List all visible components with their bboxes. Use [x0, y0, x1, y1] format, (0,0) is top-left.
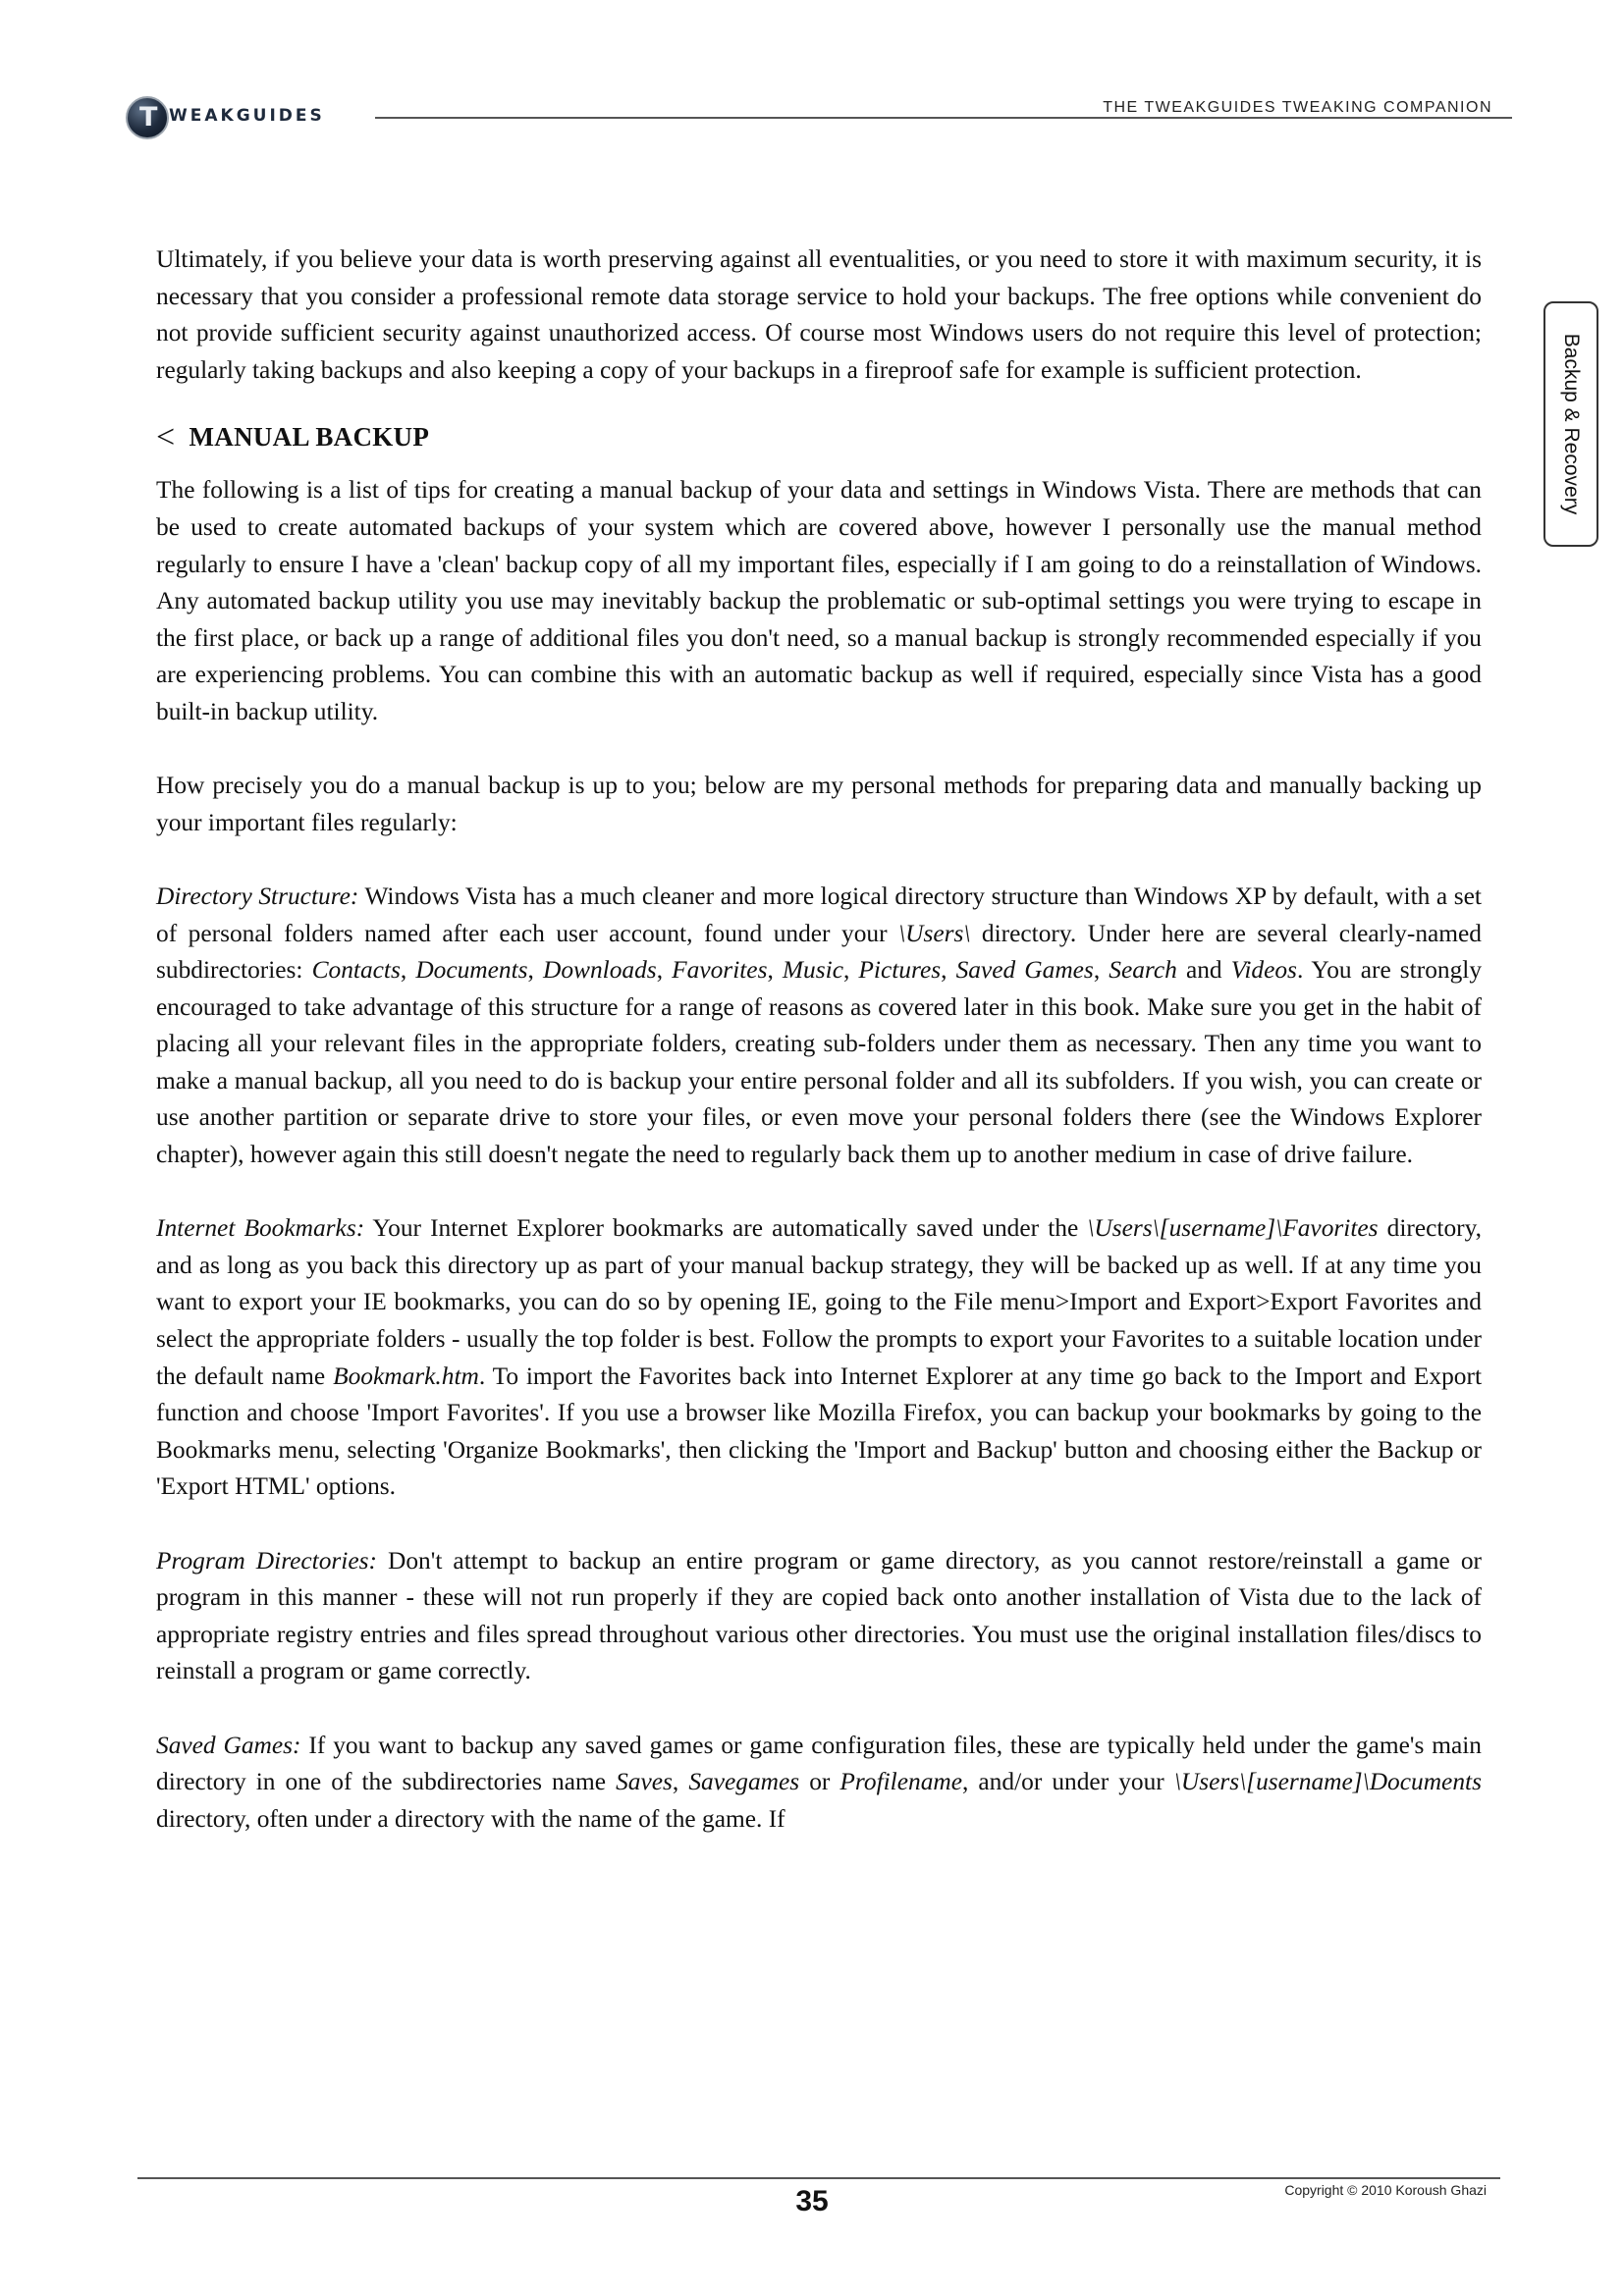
folder-name: Savegames — [688, 1768, 800, 1796]
folder-name: Profilename — [839, 1768, 962, 1796]
footer-divider — [137, 2177, 1500, 2179]
chapter-side-tab-label: Backup & Recovery — [1560, 333, 1583, 515]
header-divider — [375, 117, 1512, 119]
program-directories-paragraph: Program Directories: Don't attempt to backup an entire program or game directory, as you cannot restore/reinstall a game or program in this manner - these will not run properly if they are copied back onto another installation of Vista due to the lack of appropriate registry entries and files spread throughout various other directories. You must use the original installation files/discs to reinstall a program or game correctly. — [156, 1546, 1482, 1685]
folder-name: Saved Games — [955, 956, 1094, 985]
saved-games-paragraph: Saved Games: If you want to backup any saved games or game configuration files, these are typically held under the game's main directory in one of the subdirectories name Saves, Savegames or Profilename, and/or under your \Users\[username]\Documents directory, often under a directory with the name of the game. If — [156, 1731, 1482, 1833]
folder-name: Favorites — [672, 956, 768, 985]
intro-paragraph: Ultimately, if you believe your data is worth preserving against all eventualities, or you need to store it with maximum security, it is necessary that you consider a professional remote data storage service to hold your backups. The free options while convenient do not provide sufficient security against unauthorized access. Of course most Windows users do not require this level of protection; regularly taking backups and also keeping a copy of your backups in a fireproof safe for example is sufficient protection. — [156, 245, 1482, 384]
manual-backup-intro: The following is a list of tips for creating a manual backup of your data and settings in Windows Vista. There are methods that can be used to create automated backups of your system which are covered above, however I personally use the manual method regularly to ensure I have a 'clean' backup copy of all my important files, especially if I am going to do a reinstallation of Windows. Any automated backup utility you use may inevitably backup the problematic or sub-optimal settings you were trying to escape in the first place, or back up a range of additional files you don't need, so a manual backup is strongly recommended especially if you are experiencing problems. You can combine this with an automatic backup as well if required, especially since Vista has a good built-in backup utility. — [156, 476, 1482, 725]
logo-emblem-icon — [126, 96, 169, 139]
path-text: \Users\[username]\Favorites — [1087, 1214, 1379, 1243]
path-text: \Users\[username]\Documents — [1173, 1768, 1482, 1796]
manual-backup-how: How precisely you do a manual backup is up to you; below are my personal methods for preparing data and manually backing up your important files regularly: — [156, 772, 1482, 836]
page-content — [156, 241, 1482, 1838]
folder-name: Documents — [415, 956, 528, 985]
internet-bookmarks-paragraph: Internet Bookmarks: Your Internet Explorer bookmarks are automatically saved under the \Users\[username]\Favorites directory, and as long as you back this directory up as part of your manual backup strategy, they will be backed up as well. If at any time you want to export your IE bookmarks, you can do so by opening IE, going to the File menu>Import and Export>Export Favorites and select the appropriate folders - usually the top folder is best. Follow the prompts to export your Favorites to a suitable location under the default name Bookmark.htm. To import the Favorites back into Internet Explorer at any time go back to the Import and Export function and choose 'Import Favorites'. If you use a browser like Mozilla Firefox, you can backup your bookmarks by going to the Bookmarks menu, selecting 'Organize Bookmarks', then clicking the 'Import and Backup' button and choosing either the Backup or 'Export HTML' options. — [156, 1214, 1483, 1501]
folder-name: Music — [782, 956, 843, 985]
tip-label: Program Directories: — [156, 1546, 377, 1575]
path-text: \Users\ — [898, 919, 971, 947]
file-name: Bookmark.htm — [333, 1362, 479, 1390]
section-heading — [156, 418, 1482, 454]
chapter-side-tab — [1543, 301, 1598, 547]
folder-name: Downloads — [543, 956, 657, 985]
tip-label: Saved Games: — [156, 1731, 301, 1759]
page-number: 35 — [795, 2185, 829, 2217]
tweakguides-logo — [126, 94, 361, 143]
section-heading-text: MANUAL BACKUP — [189, 422, 430, 453]
tip-label: Directory Structure: — [156, 881, 359, 910]
header-title: THE TWEAKGUIDES TWEAKING COMPANION — [1103, 99, 1492, 116]
folder-name: Videos — [1230, 956, 1297, 985]
copyright-notice: Copyright © 2010 Koroush Ghazi — [1284, 2182, 1487, 2198]
logo-text: WEAKGUIDES — [169, 106, 325, 126]
directory-structure-paragraph: Directory Structure: Windows Vista has a much cleaner and more logical directory structure than Windows XP by default, with a set of personal folders named after each user account, found under your \Users\ directory. Under here are several clearly-named subdirectories: Contacts, Documents, Downloads, Favorites, Music, Pictures, Saved Games, Search and Videos. You are strongly encouraged to take advantage of this structure for a range of reasons as covered later in this book. Make sure you get in the habit of placing all your relevant files in the appropriate folders, creating sub-folders under them as necessary. Then any time you want to make a manual backup, all you need to do is backup your entire personal folder and all its subfolders. If you wish, you can create or use another partition or separate drive to store your files, or even move your personal folders there (see the Windows Explorer chapter), however again this still doesn't negate the need to regularly back them up to another medium in case of drive failure. — [156, 881, 1483, 1169]
folder-name: Pictures — [858, 956, 942, 985]
folder-name: Saves — [616, 1768, 673, 1796]
folder-name: Search — [1109, 956, 1177, 985]
tip-label: Internet Bookmarks: — [156, 1214, 365, 1243]
folder-name: Contacts — [311, 956, 401, 985]
section-marker-icon: < — [156, 419, 176, 456]
